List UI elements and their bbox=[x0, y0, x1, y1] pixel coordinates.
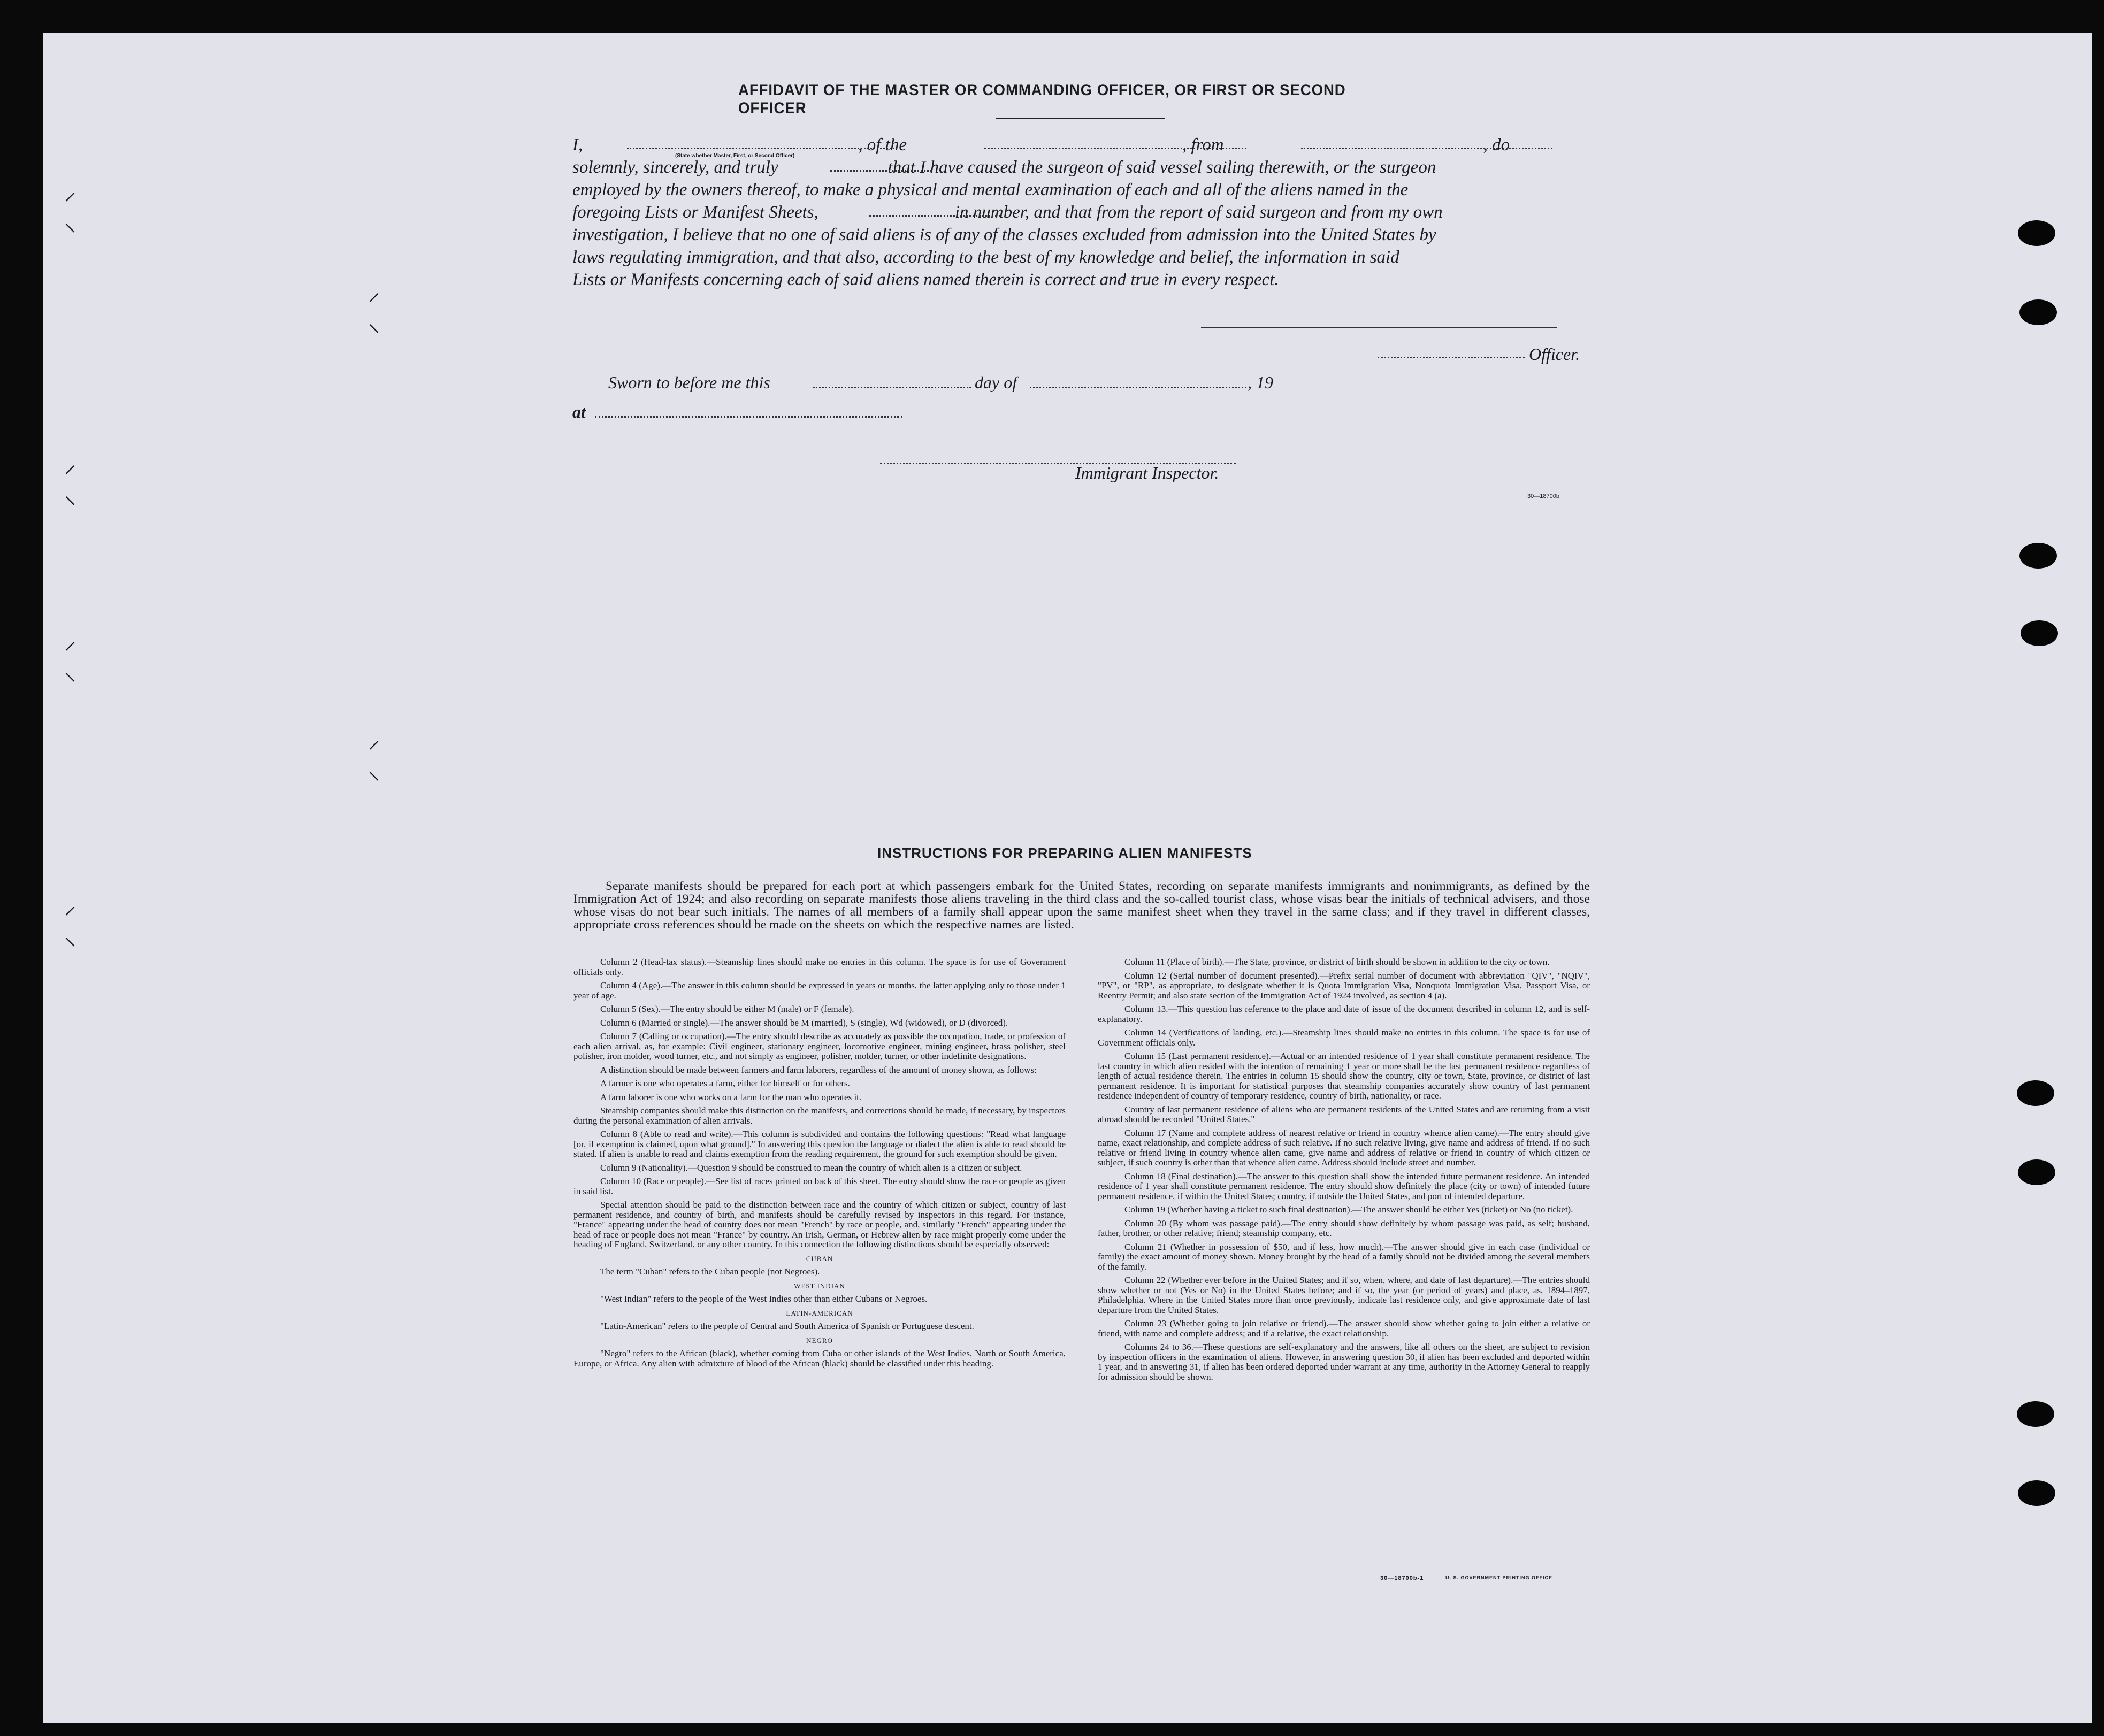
number-blank bbox=[869, 215, 1000, 217]
instruction-paragraph: Column 21 (Whether in possession of $50, and if less, how much).—The answer should give in each case (individual or family) the exact amount of money shown. Money brought by the head of a family should not be divided among the several members of the family. bbox=[1098, 1241, 1590, 1272]
at-label: at bbox=[572, 402, 586, 421]
instruction-paragraph: Column 5 (Sex).—The entry should be either M (male) or F (female). bbox=[600, 1004, 854, 1014]
form-number: 30—18700b bbox=[1527, 493, 1559, 500]
instruction-paragraph: Column 23 (Whether going to join relative or friend).—The answer should show whether going to join either a relative or friend, with name and complete address; and if a relative, the exact relationship. bbox=[1098, 1318, 1590, 1339]
affidavit-line-3: employed by the owners thereof, to make a physical and mental examination of each and all of the aliens named in the bbox=[572, 180, 1409, 199]
name-blank bbox=[627, 148, 897, 149]
solemnly-blank bbox=[830, 170, 932, 172]
negro-definition: "Negro" refers to the African (black), whether coming from Cuba or other islands of the West Indies, North or South America, Europe, or Africa. Any alien with admixture of blood of the African (black) should be classified under this heading. bbox=[573, 1348, 1066, 1369]
punch-hole bbox=[2018, 220, 2055, 246]
punch-hole bbox=[2017, 1401, 2054, 1427]
instruction-paragraph: Column 18 (Final destination).—The answer to this question shall show the intended future permanent residence. An intended residence of 1 year shall constitute permanent residence. The entry should show definitely the place (city or town) of intended future permanent residence, if within the United States; country, if outside the United States, and port of intended departure. bbox=[1098, 1171, 1590, 1201]
instruction-paragraph: Column 6 (Married or single).—The answer should be M (married), S (single), Wd (widowed), or D (divorced). bbox=[600, 1017, 1008, 1028]
instruction-paragraph: Column 20 (By whom was passage paid).—The entry should show definitely by whom passage was paid, as self; husband, father, brother, or other relative; friend; steamship company, etc. bbox=[1098, 1218, 1590, 1238]
instructions-right-column bbox=[1098, 957, 1590, 1386]
instructions-title: INSTRUCTIONS FOR PREPARING ALIEN MANIFESTS bbox=[877, 845, 1252, 861]
left-margin-mark: ⸝ ⸜ bbox=[64, 892, 76, 950]
west-indian-definition: "West Indian" refers to the people of the West Indies other than either Cubans or Negroes. bbox=[600, 1294, 928, 1304]
instruction-paragraph: Column 10 (Race or people).—See list of races printed on back of this sheet. The entry should show the race or people as given in said list. bbox=[573, 1176, 1066, 1196]
officer-dotted-line bbox=[1378, 357, 1525, 358]
instruction-paragraph: Column 19 (Whether having a ticket to such final destination).—The answer should be either Yes (ticket) or No (no ticket). bbox=[1124, 1204, 1573, 1215]
sworn-month-blank bbox=[1030, 387, 1246, 388]
cuban-heading: CUBAN bbox=[806, 1254, 833, 1263]
footer-printer: U. S. GOVERNMENT PRINTING OFFICE bbox=[1445, 1575, 1553, 1580]
instruction-paragraph: Column 7 (Calling or occupation).—The entry should describe as accurately as possible the occupation, trade, or profession of each alien arrival, as, for example: Civil engineer, stationary engineer, locomotive engineer, mining engineer, brass polisher, steel polisher, iron molder, wood turner, etc., and not simply as engineer, polisher, molder, turner, or other indefinite designations. bbox=[573, 1031, 1066, 1061]
instruction-paragraph: Column 8 (Able to read and write).—This column is subdivided and contains the following questions: "Read what language [or, if exemption is claimed, upon what ground]." In answering this question the language or dialect the alien is able to read should be stated. If alien is unable to read and claims exemption from the reading requirement, the ground for such exemption should be given. bbox=[573, 1129, 1066, 1159]
affidavit-line-2: solemnly, sincerely, and truly that I have caused the surgeon of said vessel sailing therewith, or the surgeon bbox=[572, 158, 1436, 177]
instruction-paragraph: Steamship companies should make this distinction on the manifests, and corrections should be made, if necessary, by inspectors during the personal examination of alien arrivals. bbox=[573, 1105, 1066, 1126]
title-underline bbox=[996, 118, 1165, 119]
west-indian-heading: WEST INDIAN bbox=[794, 1281, 845, 1290]
instruction-paragraph: Column 15 (Last permanent residence).—Actual or an intended residence of 1 year shall constitute permanent residence. The last country in which alien resided with the intention of remaining 1 year or more shall be the last permanent residence regardless of length of actual residence therein. The entries in column 15 should show the country, city or town, State, province, or district of last permanent residence. It is important for statistical purposes that steamship companies accurately show country of last permanent residence independent of country of temporary residence, country of birth, nationality, or race. bbox=[1098, 1051, 1590, 1101]
instructions-left-column bbox=[573, 957, 1066, 1372]
instruction-paragraph: Column 9 (Nationality).—Question 9 should be construed to mean the country of which alien is a citizen or subject. bbox=[600, 1162, 1022, 1173]
latin-american-heading: LATIN-AMERICAN bbox=[786, 1309, 853, 1317]
left-margin-mark: ⸝ ⸜ bbox=[368, 279, 380, 337]
instruction-paragraph: Column 17 (Name and complete address of nearest relative or friend in country whence alien came).—The entry should give name, exact relationship, and complete address of such relative. If no such relative living, give name and address of friend. If no such relative or friend living in country whence alien came, give name and address of relative or friend in country of which citizen or subject, if such country is other than that whence alien came. Address should include street and number. bbox=[1098, 1127, 1590, 1167]
sworn-day-blank bbox=[813, 387, 971, 388]
instruction-paragraph: Column 12 (Serial number of document presented).—Prefix serial number of document with abbreviation "QIV", "NQIV", "PV", or "RP", as appropriate, to designate whether it is Quota Immigration Visa, Nonquota Immigration Visa, Passport Visa, or Reentry Permit; and also state section of the Immigration Act of 1924 involved, as section 4 (a). bbox=[1098, 970, 1590, 1001]
instruction-paragraph: A distinction should be made between farmers and farm laborers, regardless of the amount of money shown, as follows: bbox=[600, 1064, 1037, 1075]
instruction-paragraph: A farmer is one who operates a farm, either for himself or for others. bbox=[600, 1078, 850, 1088]
negro-heading: NEGRO bbox=[806, 1336, 833, 1345]
day-of-label: day of bbox=[975, 373, 1017, 392]
left-margin-mark: ⸝ ⸜ bbox=[64, 178, 76, 236]
left-margin-mark: ⸝ ⸜ bbox=[64, 627, 76, 686]
affidavit-line-1: I, , of the , from , do bbox=[572, 135, 1510, 155]
latin-american-definition: "Latin-American" refers to the people of Central and South America of Spanish or Portuguese descent. bbox=[600, 1321, 974, 1331]
instruction-paragraph: Column 2 (Head-tax status).—Steamship lines should make no entries in this column. The space is for use of Government officials only. bbox=[573, 957, 1066, 977]
instructions-intro: Separate manifests should be prepared for each port at which passengers embark for the United States, recording on separate manifests immigrants and nonimmigrants, as defined by the Immigration Act of 1924; and also recording on separate manifests those aliens traveling in the third class and the so-called tourist class, whose visas bear the initials of technical advisers, and those whose visas do not bear such initials. The names of all members of a family shall appear upon the same manifest sheet when they travel in the same class; and if they travel in different classes, appropriate cross references should be made on the sheets on which the respective names are listed. bbox=[573, 879, 1590, 932]
officer-rank-note: (State whether Master, First, or Second Officer) bbox=[675, 153, 795, 159]
instruction-paragraph: Column 11 (Place of birth).—The State, province, or district of birth should be shown in addition to the city or town. bbox=[1124, 957, 1550, 967]
instruction-paragraph: Column 22 (Whether ever before in the United States; and if so, when, where, and date of last departure).—The entries should show whether or not (Yes or No) in the United States before; and if so, the year (or period of years) and place, as, 1894–1897, Philadelphia. Where in the United States more than once previously, indicate last residence only, and give approximate date of last departure from the United States. bbox=[1098, 1275, 1590, 1315]
sworn-label: Sworn to before me this bbox=[608, 373, 770, 392]
punch-hole bbox=[2021, 620, 2058, 646]
year-label: , 19 bbox=[1248, 373, 1273, 392]
punch-hole bbox=[2019, 543, 2057, 569]
port-blank bbox=[1301, 148, 1552, 149]
affidavit-line-7: Lists or Manifests concerning each of said aliens named therein is correct and true in every respect. bbox=[572, 270, 1279, 289]
affidavit-line-5: investigation, I believe that no one of said aliens is of any of the classes excluded from admission into the United States by bbox=[572, 225, 1436, 244]
instruction-paragraph: A farm laborer is one who works on a farm for the man who operates it. bbox=[600, 1092, 862, 1102]
punch-hole bbox=[2018, 1159, 2055, 1185]
affidavit-line-4: foregoing Lists or Manifest Sheets, in number, and that from the report of said surgeon and from my own bbox=[572, 203, 1443, 222]
instruction-paragraph: Special attention should be paid to the distinction between race and the country of which citizen or subject, country of last permanent residence, and country of birth, and manifests should be carefully revised by inspectors in this regard. For instance, "France" appearing under the head of country does not mean "French" by race or people, and, similarly "French" appearing under the head of race or people does not mean "France" by country. An Irish, German, or Hebrew alien by race might properly come under the heading of England, Switzerland, or any other country. In this connection the following distinctions should be especially observed: bbox=[573, 1200, 1066, 1249]
vessel-blank bbox=[984, 148, 1246, 149]
officer-signature-line bbox=[1201, 327, 1557, 328]
at-blank bbox=[595, 416, 902, 418]
instruction-paragraph: Column 4 (Age).—The answer in this column should be expressed in years or months, the latter applying only to those under 1 year of age. bbox=[573, 980, 1066, 1001]
instruction-paragraph: Columns 24 to 36.—These questions are self-explanatory and the answers, like all others on the sheet, are subject to revision by inspection officers in the examination of aliens. However, in answering question 30, if alien has been excluded and deported within 1 year, and in answering 31, if alien has been ordered deported under warrant at any time, authority in the Attorney General to reapply for admission should be shown. bbox=[1098, 1342, 1590, 1382]
instruction-paragraph: Column 13.—This question has reference to the place and date of issue of the document described in column 12, and is self-explanatory. bbox=[1098, 1004, 1590, 1024]
affidavit-line-6: laws regulating immigration, and that also, according to the best of my knowledge and belief, the information in said bbox=[572, 248, 1399, 267]
instruction-paragraph: Column 14 (Verifications of landing, etc.).—Steamship lines should make no entries in this column. The space is for use of Government officials only. bbox=[1098, 1027, 1590, 1048]
instruction-paragraph: Country of last permanent residence of aliens who are permanent residents of the United States and are returning from a visit abroad should be recorded "United States." bbox=[1098, 1104, 1590, 1124]
cuban-definition: The term "Cuban" refers to the Cuban people (not Negroes). bbox=[600, 1266, 820, 1277]
left-margin-mark: ⸝ ⸜ bbox=[64, 451, 76, 509]
punch-hole bbox=[2018, 1480, 2055, 1506]
affidavit-title: AFFIDAVIT OF THE MASTER OR COMMANDING OFFICER, OR FIRST OR SECOND OFFICER bbox=[738, 81, 1346, 117]
punch-hole bbox=[2017, 1080, 2054, 1106]
footer-form-number: 30—18700b-1 bbox=[1380, 1575, 1424, 1581]
officer-label: Officer. bbox=[1529, 344, 1580, 364]
punch-hole bbox=[2019, 299, 2057, 325]
inspector-label: Immigrant Inspector. bbox=[1075, 463, 1219, 482]
left-margin-mark: ⸝ ⸜ bbox=[368, 726, 380, 785]
